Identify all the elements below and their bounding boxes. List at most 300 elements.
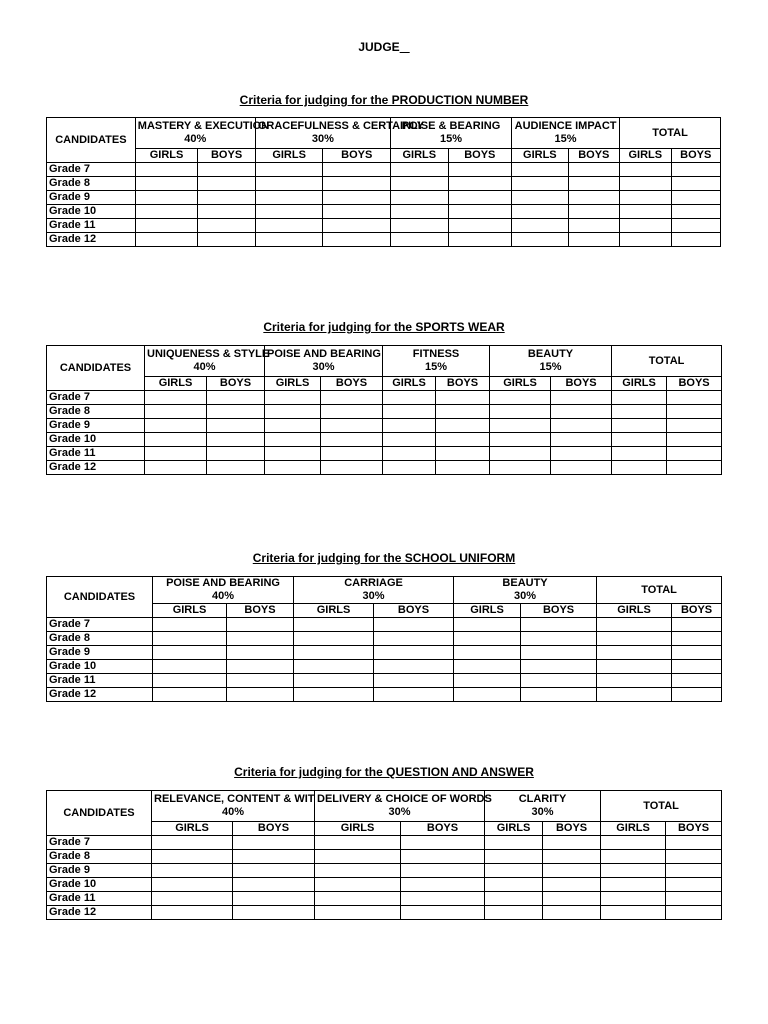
grade-row xyxy=(47,405,722,419)
score-cell[interactable] xyxy=(152,836,233,850)
score-cell[interactable] xyxy=(255,163,323,177)
score-cell[interactable] xyxy=(227,674,294,688)
score-cell[interactable] xyxy=(512,191,569,205)
girls-header: GIRLS xyxy=(485,822,543,836)
score-cell[interactable] xyxy=(323,233,391,247)
grade-row xyxy=(47,419,722,433)
score-cell[interactable] xyxy=(255,191,323,205)
grade-label: Grade 9 xyxy=(47,419,145,433)
girls-header: GIRLS xyxy=(512,149,569,163)
score-cell[interactable] xyxy=(485,878,543,892)
score-cell[interactable] xyxy=(374,660,454,674)
boys-header: BOYS xyxy=(198,149,256,163)
score-cell[interactable] xyxy=(436,433,490,447)
girls-header: GIRLS xyxy=(391,149,449,163)
score-cell[interactable] xyxy=(153,632,227,646)
score-cell[interactable] xyxy=(135,163,198,177)
score-cell[interactable] xyxy=(294,674,374,688)
score-cell[interactable] xyxy=(512,177,569,191)
score-cell[interactable] xyxy=(612,419,667,433)
score-cell[interactable] xyxy=(374,618,454,632)
score-cell[interactable] xyxy=(490,391,551,405)
score-cell[interactable] xyxy=(521,688,597,702)
candidates-header: CANDIDATES xyxy=(47,791,152,836)
score-cell[interactable] xyxy=(315,864,401,878)
score-cell[interactable] xyxy=(374,688,454,702)
score-cell[interactable] xyxy=(321,433,383,447)
score-cell[interactable] xyxy=(454,688,521,702)
score-cell[interactable] xyxy=(601,850,666,864)
score-cell[interactable] xyxy=(323,177,391,191)
score-cell[interactable] xyxy=(551,447,612,461)
grade-label: Grade 12 xyxy=(47,688,153,702)
score-cell[interactable] xyxy=(601,878,666,892)
score-cell[interactable] xyxy=(521,646,597,660)
score-cell[interactable] xyxy=(490,461,551,475)
score-cell[interactable] xyxy=(153,618,227,632)
grade-row xyxy=(47,660,722,674)
score-cell[interactable] xyxy=(198,205,256,219)
score-cell[interactable] xyxy=(383,433,436,447)
score-cell[interactable] xyxy=(672,632,722,646)
score-cell[interactable] xyxy=(401,906,485,920)
score-cell[interactable] xyxy=(401,892,485,906)
score-cell[interactable] xyxy=(485,850,543,864)
girls-header: GIRLS xyxy=(597,604,672,618)
boys-header: BOYS xyxy=(667,377,722,391)
score-cell[interactable] xyxy=(135,191,198,205)
score-cell[interactable] xyxy=(135,219,198,233)
score-cell[interactable] xyxy=(153,688,227,702)
girls-header: GIRLS xyxy=(265,377,321,391)
score-cell[interactable] xyxy=(490,447,551,461)
score-cell[interactable] xyxy=(207,447,265,461)
score-cell[interactable] xyxy=(568,163,619,177)
score-cell[interactable] xyxy=(597,660,672,674)
score-cell[interactable] xyxy=(135,205,198,219)
criterion-name: FITNESS xyxy=(412,348,460,360)
candidates-header: CANDIDATES xyxy=(47,577,153,618)
criterion-header xyxy=(294,577,454,604)
grade-label: Grade 8 xyxy=(47,850,152,864)
score-cell[interactable] xyxy=(233,850,315,864)
score-cell[interactable] xyxy=(227,660,294,674)
score-cell[interactable] xyxy=(135,233,198,247)
score-cell[interactable] xyxy=(568,205,619,219)
score-cell[interactable] xyxy=(490,419,551,433)
score-cell[interactable] xyxy=(521,618,597,632)
score-cell[interactable] xyxy=(597,674,672,688)
girls-header: GIRLS xyxy=(145,377,207,391)
score-cell[interactable] xyxy=(448,219,512,233)
criterion-weight: 30% xyxy=(531,806,554,818)
score-cell[interactable] xyxy=(145,447,207,461)
score-cell[interactable] xyxy=(323,205,391,219)
judge-signature-line xyxy=(400,40,410,54)
score-cell[interactable] xyxy=(315,836,401,850)
score-cell[interactable] xyxy=(454,660,521,674)
criterion-weight: 30% xyxy=(311,133,334,145)
score-cell[interactable] xyxy=(265,405,321,419)
score-cell[interactable] xyxy=(448,177,512,191)
score-cell[interactable] xyxy=(233,878,315,892)
score-cell[interactable] xyxy=(207,405,265,419)
girls-header: GIRLS xyxy=(153,604,227,618)
score-cell[interactable] xyxy=(667,391,722,405)
criterion-header xyxy=(391,118,512,149)
score-cell[interactable] xyxy=(512,219,569,233)
score-cell[interactable] xyxy=(512,233,569,247)
score-cell[interactable] xyxy=(374,674,454,688)
score-cell[interactable] xyxy=(667,461,722,475)
score-cell[interactable] xyxy=(294,632,374,646)
score-cell[interactable] xyxy=(374,646,454,660)
score-cell[interactable] xyxy=(671,205,721,219)
score-cell[interactable] xyxy=(521,660,597,674)
grade-row xyxy=(47,632,722,646)
score-table xyxy=(46,117,721,247)
score-cell[interactable] xyxy=(374,632,454,646)
grade-row xyxy=(47,618,722,632)
boys-header: BOYS xyxy=(323,149,391,163)
score-cell[interactable] xyxy=(512,163,569,177)
score-cell[interactable] xyxy=(568,233,619,247)
score-cell[interactable] xyxy=(198,177,256,191)
score-cell[interactable] xyxy=(294,688,374,702)
score-cell[interactable] xyxy=(667,419,722,433)
boys-header: BOYS xyxy=(666,822,722,836)
score-cell[interactable] xyxy=(383,461,436,475)
boys-header: BOYS xyxy=(448,149,512,163)
criterion-weight: 15% xyxy=(440,133,463,145)
score-cell[interactable] xyxy=(436,447,490,461)
score-cell[interactable] xyxy=(666,864,722,878)
criterion-header xyxy=(383,346,490,377)
section-title: Criteria for judging for the SCHOOL UNIFORM xyxy=(252,551,516,565)
grade-row xyxy=(47,892,722,906)
score-cell[interactable] xyxy=(321,447,383,461)
score-cell[interactable] xyxy=(265,419,321,433)
girls-header: GIRLS xyxy=(152,822,233,836)
score-cell[interactable] xyxy=(294,618,374,632)
score-cell[interactable] xyxy=(227,632,294,646)
score-cell[interactable] xyxy=(383,419,436,433)
score-cell[interactable] xyxy=(551,419,612,433)
boys-header: BOYS xyxy=(401,822,485,836)
score-cell[interactable] xyxy=(454,646,521,660)
score-cell[interactable] xyxy=(612,447,667,461)
score-cell[interactable] xyxy=(145,433,207,447)
score-cell[interactable] xyxy=(448,205,512,219)
score-cell[interactable] xyxy=(383,391,436,405)
score-cell[interactable] xyxy=(601,836,666,850)
score-cell[interactable] xyxy=(436,419,490,433)
score-cell[interactable] xyxy=(321,405,383,419)
score-cell[interactable] xyxy=(265,433,321,447)
section-title: Criteria for judging for the PRODUCTION NUMBER xyxy=(239,93,529,107)
score-cell[interactable] xyxy=(543,878,601,892)
girls-header: GIRLS xyxy=(601,822,666,836)
score-cell[interactable] xyxy=(521,632,597,646)
criteria-header-row xyxy=(47,118,721,149)
total-header: TOTAL xyxy=(597,577,722,604)
score-cell[interactable] xyxy=(315,906,401,920)
score-cell[interactable] xyxy=(667,405,722,419)
score-cell[interactable] xyxy=(145,391,207,405)
score-cell[interactable] xyxy=(265,391,321,405)
score-cell[interactable] xyxy=(672,660,722,674)
score-cell[interactable] xyxy=(666,878,722,892)
score-cell[interactable] xyxy=(152,878,233,892)
score-cell[interactable] xyxy=(401,850,485,864)
score-cell[interactable] xyxy=(485,864,543,878)
score-cell[interactable] xyxy=(671,163,721,177)
score-cell[interactable] xyxy=(323,191,391,205)
criterion-weight: 40% xyxy=(221,806,245,818)
score-cell[interactable] xyxy=(612,433,667,447)
score-cell[interactable] xyxy=(667,447,722,461)
grade-label: Grade 10 xyxy=(47,205,136,219)
grade-label: Grade 10 xyxy=(47,660,153,674)
criteria-header-row xyxy=(47,346,722,377)
criterion-name: RELEVANCE, CONTENT & WIT xyxy=(154,793,315,805)
score-cell[interactable] xyxy=(597,646,672,660)
score-cell[interactable] xyxy=(666,906,722,920)
score-cell[interactable] xyxy=(198,233,256,247)
grade-row xyxy=(47,850,722,864)
score-cell[interactable] xyxy=(265,447,321,461)
score-cell[interactable] xyxy=(612,391,667,405)
grade-label: Grade 7 xyxy=(47,163,136,177)
score-cell[interactable] xyxy=(601,906,666,920)
score-cell[interactable] xyxy=(666,892,722,906)
score-cell[interactable] xyxy=(448,163,512,177)
score-cell[interactable] xyxy=(436,405,490,419)
grade-label: Grade 9 xyxy=(47,191,136,205)
score-cell[interactable] xyxy=(391,177,449,191)
score-cell[interactable] xyxy=(666,850,722,864)
score-cell[interactable] xyxy=(521,674,597,688)
boys-header: BOYS xyxy=(207,377,265,391)
section-title: Criteria for judging for the QUESTION AND ANSWER xyxy=(234,765,534,779)
score-cell[interactable] xyxy=(543,850,601,864)
girls-header: GIRLS xyxy=(294,604,374,618)
gender-header-row xyxy=(47,149,721,163)
score-cell[interactable] xyxy=(207,433,265,447)
score-cell[interactable] xyxy=(620,205,671,219)
criterion-name: MASTERY & EXECUTION xyxy=(137,120,270,132)
score-cell[interactable] xyxy=(152,906,233,920)
score-cell[interactable] xyxy=(436,461,490,475)
score-cell[interactable] xyxy=(551,433,612,447)
grade-label: Grade 8 xyxy=(47,632,153,646)
grade-label: Grade 12 xyxy=(47,233,136,247)
score-cell[interactable] xyxy=(145,419,207,433)
score-cell[interactable] xyxy=(454,618,521,632)
grade-row xyxy=(47,447,722,461)
grade-row xyxy=(47,906,722,920)
boys-header: BOYS xyxy=(436,377,490,391)
score-cell[interactable] xyxy=(543,864,601,878)
score-cell[interactable] xyxy=(321,461,383,475)
score-cell[interactable] xyxy=(543,906,601,920)
criterion-header xyxy=(145,346,270,377)
score-cell[interactable] xyxy=(391,205,449,219)
score-cell[interactable] xyxy=(568,219,619,233)
score-cell[interactable] xyxy=(391,219,449,233)
score-cell[interactable] xyxy=(666,836,722,850)
score-cell[interactable] xyxy=(391,163,449,177)
score-cell[interactable] xyxy=(485,906,543,920)
score-cell[interactable] xyxy=(321,419,383,433)
score-cell[interactable] xyxy=(383,447,436,461)
boys-header: BOYS xyxy=(521,604,597,618)
score-cell[interactable] xyxy=(227,618,294,632)
criterion-weight: 40% xyxy=(193,361,216,373)
score-cell[interactable] xyxy=(315,878,401,892)
score-cell[interactable] xyxy=(620,233,671,247)
score-cell[interactable] xyxy=(153,674,227,688)
total-header: TOTAL xyxy=(620,118,721,149)
score-cell[interactable] xyxy=(448,191,512,205)
score-cell[interactable] xyxy=(145,405,207,419)
score-cell[interactable] xyxy=(198,191,256,205)
score-cell[interactable] xyxy=(265,461,321,475)
girls-header: GIRLS xyxy=(383,377,436,391)
criterion-weight: 15% xyxy=(554,133,577,145)
score-cell[interactable] xyxy=(671,219,721,233)
total-header: TOTAL xyxy=(612,346,722,377)
score-cell[interactable] xyxy=(383,405,436,419)
score-cell[interactable] xyxy=(612,461,667,475)
grade-row xyxy=(47,864,722,878)
score-cell[interactable] xyxy=(601,892,666,906)
score-cell[interactable] xyxy=(153,646,227,660)
score-cell[interactable] xyxy=(612,405,667,419)
score-cell[interactable] xyxy=(315,892,401,906)
score-cell[interactable] xyxy=(152,864,233,878)
score-cell[interactable] xyxy=(485,892,543,906)
score-cell[interactable] xyxy=(233,906,315,920)
score-cell[interactable] xyxy=(454,674,521,688)
score-cell[interactable] xyxy=(597,688,672,702)
score-cell[interactable] xyxy=(601,864,666,878)
grade-row xyxy=(47,674,722,688)
score-cell[interactable] xyxy=(551,405,612,419)
score-cell[interactable] xyxy=(135,177,198,191)
score-cell[interactable] xyxy=(551,461,612,475)
score-cell[interactable] xyxy=(490,405,551,419)
score-cell[interactable] xyxy=(227,646,294,660)
grade-row xyxy=(47,878,722,892)
score-cell[interactable] xyxy=(448,233,512,247)
score-cell[interactable] xyxy=(671,191,721,205)
score-cell[interactable] xyxy=(233,864,315,878)
score-cell[interactable] xyxy=(512,205,569,219)
score-cell[interactable] xyxy=(294,646,374,660)
score-cell[interactable] xyxy=(485,836,543,850)
score-cell[interactable] xyxy=(152,850,233,864)
girls-header: GIRLS xyxy=(255,149,323,163)
girls-header: GIRLS xyxy=(135,149,198,163)
score-cell[interactable] xyxy=(551,391,612,405)
grade-row xyxy=(47,205,721,219)
score-cell[interactable] xyxy=(597,618,672,632)
score-cell[interactable] xyxy=(671,177,721,191)
score-cell[interactable] xyxy=(620,163,671,177)
score-cell[interactable] xyxy=(401,878,485,892)
score-cell[interactable] xyxy=(153,660,227,674)
score-cell[interactable] xyxy=(255,205,323,219)
score-cell[interactable] xyxy=(391,191,449,205)
score-cell[interactable] xyxy=(543,836,601,850)
boys-header: BOYS xyxy=(671,149,721,163)
score-cell[interactable] xyxy=(321,391,383,405)
score-cell[interactable] xyxy=(620,219,671,233)
grade-label: Grade 10 xyxy=(47,878,152,892)
score-cell[interactable] xyxy=(294,660,374,674)
score-cell[interactable] xyxy=(255,233,323,247)
grade-row xyxy=(47,191,721,205)
score-cell[interactable] xyxy=(145,461,207,475)
criterion-name: CARRIAGE xyxy=(344,577,403,589)
score-cell[interactable] xyxy=(152,892,233,906)
criterion-header xyxy=(153,577,294,604)
score-cell[interactable] xyxy=(672,688,722,702)
score-cell[interactable] xyxy=(620,177,671,191)
score-cell[interactable] xyxy=(391,233,449,247)
score-cell[interactable] xyxy=(454,632,521,646)
score-cell[interactable] xyxy=(667,433,722,447)
score-cell[interactable] xyxy=(198,219,256,233)
grade-row xyxy=(47,461,722,475)
boys-header: BOYS xyxy=(374,604,454,618)
grade-label: Grade 11 xyxy=(47,447,145,461)
score-cell[interactable] xyxy=(620,191,671,205)
score-table xyxy=(46,345,722,475)
score-cell[interactable] xyxy=(543,892,601,906)
score-cell[interactable] xyxy=(198,163,256,177)
grade-row xyxy=(47,219,721,233)
score-cell[interactable] xyxy=(323,163,391,177)
criterion-header xyxy=(485,791,601,822)
grade-label: Grade 12 xyxy=(47,461,145,475)
score-cell[interactable] xyxy=(597,632,672,646)
score-cell[interactable] xyxy=(401,836,485,850)
score-cell[interactable] xyxy=(672,618,722,632)
score-cell[interactable] xyxy=(233,836,315,850)
score-cell[interactable] xyxy=(672,646,722,660)
score-cell[interactable] xyxy=(401,864,485,878)
score-cell[interactable] xyxy=(315,850,401,864)
score-cell[interactable] xyxy=(233,892,315,906)
score-cell[interactable] xyxy=(255,219,323,233)
score-cell[interactable] xyxy=(255,177,323,191)
score-cell[interactable] xyxy=(568,177,619,191)
score-cell[interactable] xyxy=(672,674,722,688)
score-cell[interactable] xyxy=(568,191,619,205)
grade-label: Grade 10 xyxy=(47,433,145,447)
score-cell[interactable] xyxy=(323,219,391,233)
score-cell[interactable] xyxy=(671,233,721,247)
score-cell[interactable] xyxy=(490,433,551,447)
score-cell[interactable] xyxy=(436,391,490,405)
score-cell[interactable] xyxy=(227,688,294,702)
score-cell[interactable] xyxy=(207,461,265,475)
score-cell[interactable] xyxy=(207,391,265,405)
grade-row xyxy=(47,177,721,191)
score-cell[interactable] xyxy=(207,419,265,433)
